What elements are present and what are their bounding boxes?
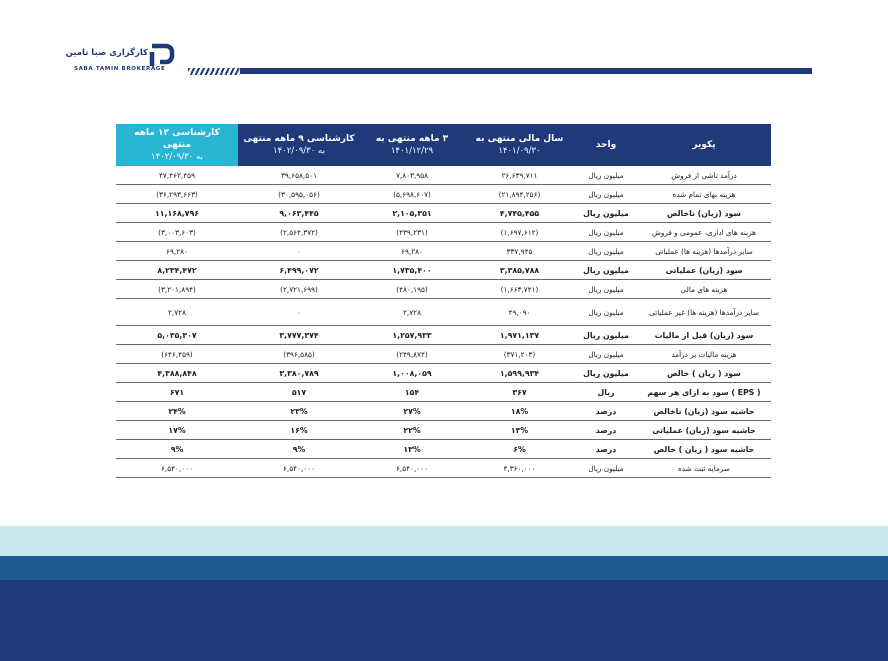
row-value-3: (۳۰,۵۹۵,۰۵۶) bbox=[238, 185, 360, 204]
row-value-4: ۶۷۱ bbox=[116, 383, 238, 402]
row-value-1: ۳,۳۸۵,۷۸۸ bbox=[464, 261, 575, 280]
row-value-2: (۴۳۹,۲۳۱) bbox=[360, 223, 464, 242]
row-value-1: ۴,۳۶۰,۰۰۰ bbox=[464, 459, 575, 478]
table-row bbox=[116, 326, 771, 345]
row-unit: میلیون ریال bbox=[575, 299, 637, 326]
header-col-4 bbox=[116, 124, 238, 166]
table-row bbox=[116, 299, 771, 326]
footer-band-dark bbox=[0, 580, 888, 661]
header-col-2 bbox=[360, 124, 464, 166]
row-value-1: (۲۱,۸۹۴,۲۵۶) bbox=[464, 185, 575, 204]
row-value-4: (۳۶,۲۹۳,۶۶۳) bbox=[116, 185, 238, 204]
header-unit: واحد bbox=[575, 124, 637, 166]
row-item: هزینه های مالی bbox=[637, 280, 771, 299]
row-item: حاشیه سود (زیان) عملیاتی bbox=[637, 421, 771, 440]
row-item: سود (زیان) قبل از مالیات bbox=[637, 326, 771, 345]
table-row bbox=[116, 204, 771, 223]
row-value-3: ۲۳% bbox=[238, 402, 360, 421]
row-unit: میلیون ریال bbox=[575, 166, 637, 185]
row-value-4: ۶,۵۴۰,۰۰۰ bbox=[116, 459, 238, 478]
row-value-3: ۶,۵۴۰,۰۰۰ bbox=[238, 459, 360, 478]
row-value-2: ۱,۰۰۸,۰۵۹ bbox=[360, 364, 464, 383]
row-value-4: ۹% bbox=[116, 440, 238, 459]
table-row bbox=[116, 223, 771, 242]
row-unit: درصد bbox=[575, 421, 637, 440]
row-item: ( EPS ) سود به ازای هر سهم bbox=[637, 383, 771, 402]
row-value-2: (۲۴۹,۸۷۴) bbox=[360, 345, 464, 364]
row-value-2: (۴۸۰,۱۹۵) bbox=[360, 280, 464, 299]
row-value-4: (۳,۲۰۱,۸۹۴) bbox=[116, 280, 238, 299]
row-value-3: (۲,۷۲۱,۶۹۹) bbox=[238, 280, 360, 299]
header-bar bbox=[240, 68, 812, 74]
header-col-4-line1: کارشناسی ۱۲ ماهه منتهی bbox=[134, 128, 220, 150]
header-col-1 bbox=[464, 124, 575, 166]
table-row bbox=[116, 185, 771, 204]
row-value-1: ۱,۹۷۱,۱۳۷ bbox=[464, 326, 575, 345]
row-item: سرمایه ثبت شده bbox=[637, 459, 771, 478]
row-value-3: ۹,۰۶۳,۴۴۵ bbox=[238, 204, 360, 223]
row-unit: میلیون ریال bbox=[575, 459, 637, 478]
row-value-2: ۶,۵۴۰,۰۰۰ bbox=[360, 459, 464, 478]
row-value-4: (۳,۰۰۳,۶۰۳) bbox=[116, 223, 238, 242]
row-value-4: ۴,۳۸۸,۸۴۸ bbox=[116, 364, 238, 383]
table-row bbox=[116, 383, 771, 402]
row-value-4: ۶۹,۲۸۰ bbox=[116, 242, 238, 261]
row-value-1: ۳۳۷,۹۴۵ bbox=[464, 242, 575, 261]
row-value-3: ۹% bbox=[238, 440, 360, 459]
row-item: سود ( زیان ) خالص bbox=[637, 364, 771, 383]
row-item: هزینه بهای تمام شده bbox=[637, 185, 771, 204]
row-item: هزینه های اداری، عمومی و فروش bbox=[637, 223, 771, 242]
row-value-2: ۱,۲۵۷,۹۳۳ bbox=[360, 326, 464, 345]
brand-name-fa: کارگزاری صبا تامین bbox=[65, 48, 148, 58]
header-col-1-line1: سال مالی منتهی به bbox=[475, 134, 564, 144]
table-row bbox=[116, 364, 771, 383]
row-value-1: ۲۶,۶۳۹,۷۱۱ bbox=[464, 166, 575, 185]
header-stripes bbox=[188, 68, 240, 75]
brand-name-en: SABA TAMIN BROKERAGE bbox=[74, 66, 166, 72]
header-col-3-line2: به ۱۴۰۲/۰۹/۳۰ bbox=[273, 146, 325, 156]
row-item: درآمد ناشی از فروش bbox=[637, 166, 771, 185]
row-value-4: ۱۱,۱۶۸,۷۹۶ bbox=[116, 204, 238, 223]
row-value-3: ۰ bbox=[238, 242, 360, 261]
row-value-2: ۶۹,۲۸۰ bbox=[360, 242, 464, 261]
row-value-2: ۲۷% bbox=[360, 402, 464, 421]
row-value-3: ۵۱۷ bbox=[238, 383, 360, 402]
table-row bbox=[116, 421, 771, 440]
row-value-2: (۵,۶۹۸,۶۰۷) bbox=[360, 185, 464, 204]
row-value-3: ۳,۳۸۰,۷۸۹ bbox=[238, 364, 360, 383]
row-value-1: ۱۳% bbox=[464, 421, 575, 440]
table-row bbox=[116, 459, 771, 478]
table-row bbox=[116, 261, 771, 280]
row-unit: میلیون ریال bbox=[575, 364, 637, 383]
row-unit: میلیون ریال bbox=[575, 326, 637, 345]
table-row bbox=[116, 242, 771, 261]
row-unit: میلیون ریال bbox=[575, 185, 637, 204]
header-col-2-line1: ۳ ماهه منتهی به bbox=[375, 134, 449, 144]
table-row bbox=[116, 166, 771, 185]
row-value-2: ۱,۷۳۵,۴۰۰ bbox=[360, 261, 464, 280]
row-value-3: ۶,۴۹۹,۰۷۲ bbox=[238, 261, 360, 280]
row-unit: میلیون ریال bbox=[575, 280, 637, 299]
footer-band-mid bbox=[0, 556, 888, 580]
row-value-3: ۰ bbox=[238, 299, 360, 326]
row-value-1: ۳۶۷ bbox=[464, 383, 575, 402]
table-row bbox=[116, 440, 771, 459]
row-value-1: ۴۹,۰۹۰ bbox=[464, 299, 575, 326]
row-value-2: ۲۲% bbox=[360, 421, 464, 440]
row-value-3: ۳۹,۶۵۸,۵۰۱ bbox=[238, 166, 360, 185]
row-value-2: ۲,۷۲۸ bbox=[360, 299, 464, 326]
row-value-2: ۲,۱۰۵,۳۵۱ bbox=[360, 204, 464, 223]
row-value-4: ۵,۰۳۵,۳۰۷ bbox=[116, 326, 238, 345]
brand-logo bbox=[66, 42, 176, 76]
header-col-3-line1: کارشناسی ۹ ماهه منتهی bbox=[243, 134, 355, 144]
row-unit: میلیون ریال bbox=[575, 204, 637, 223]
header-col-3 bbox=[238, 124, 360, 166]
row-unit: ریال bbox=[575, 383, 637, 402]
row-value-1: ۶% bbox=[464, 440, 575, 459]
row-value-1: ۱۸% bbox=[464, 402, 575, 421]
header-col-1-line2: ۱۴۰۱/۰۹/۳۰ bbox=[498, 146, 541, 156]
table-row bbox=[116, 345, 771, 364]
row-item: حاشیه سود ( زیان ) خالص bbox=[637, 440, 771, 459]
row-value-2: ۱۵۴ bbox=[360, 383, 464, 402]
row-value-3: (۲,۵۶۴,۳۷۲) bbox=[238, 223, 360, 242]
header-col-4-line2: به ۱۴۰۲/۰۹/۳۰ bbox=[151, 152, 203, 162]
row-unit: میلیون ریال bbox=[575, 242, 637, 261]
row-item: سایر درآمدها (هزینه ها) غیر عملیاتی bbox=[637, 299, 771, 326]
row-value-3: (۳۹۶,۵۸۵) bbox=[238, 345, 360, 364]
row-value-4: ۱۷% bbox=[116, 421, 238, 440]
row-unit: درصد bbox=[575, 440, 637, 459]
row-value-4: ۲,۷۲۸ bbox=[116, 299, 238, 326]
row-item: سود (زیان) ناخالص bbox=[637, 204, 771, 223]
row-item: حاشیه سود (زیان) ناخالص bbox=[637, 402, 771, 421]
row-value-1: (۱,۶۹۷,۶۱۲) bbox=[464, 223, 575, 242]
row-item: سایر درآمدها (هزینه ها) عملیاتی bbox=[637, 242, 771, 261]
row-value-3: ۱۶% bbox=[238, 421, 360, 440]
table-row bbox=[116, 402, 771, 421]
row-value-4: (۶۴۶,۴۵۹) bbox=[116, 345, 238, 364]
header-item: پکویر bbox=[637, 124, 771, 166]
row-value-1: (۱,۶۶۳,۷۴۱) bbox=[464, 280, 575, 299]
row-unit: درصد bbox=[575, 402, 637, 421]
row-value-1: ۱,۵۹۹,۹۳۴ bbox=[464, 364, 575, 383]
row-unit: میلیون ریال bbox=[575, 223, 637, 242]
row-value-2: ۷,۸۰۳,۹۵۸ bbox=[360, 166, 464, 185]
row-value-4: ۲۴% bbox=[116, 402, 238, 421]
footer-band-light bbox=[0, 526, 888, 556]
row-value-1: ۴,۷۴۵,۴۵۵ bbox=[464, 204, 575, 223]
header-col-2-line2: ۱۴۰۱/۱۲/۲۹ bbox=[390, 146, 434, 156]
row-value-1: (۳۷۱,۲۰۳) bbox=[464, 345, 575, 364]
table-header-row bbox=[116, 124, 771, 166]
row-value-4: ۴۷,۴۶۲,۴۵۹ bbox=[116, 166, 238, 185]
row-item: هزینه مالیات بر درآمد bbox=[637, 345, 771, 364]
row-unit: میلیون ریال bbox=[575, 261, 637, 280]
row-unit: میلیون ریال bbox=[575, 345, 637, 364]
row-value-4: ۸,۲۳۴,۴۷۲ bbox=[116, 261, 238, 280]
row-value-2: ۱۳% bbox=[360, 440, 464, 459]
financial-table bbox=[116, 124, 771, 478]
table-row bbox=[116, 280, 771, 299]
row-item: سود (زیان) عملیاتی bbox=[637, 261, 771, 280]
row-value-3: ۳,۷۷۷,۳۷۴ bbox=[238, 326, 360, 345]
